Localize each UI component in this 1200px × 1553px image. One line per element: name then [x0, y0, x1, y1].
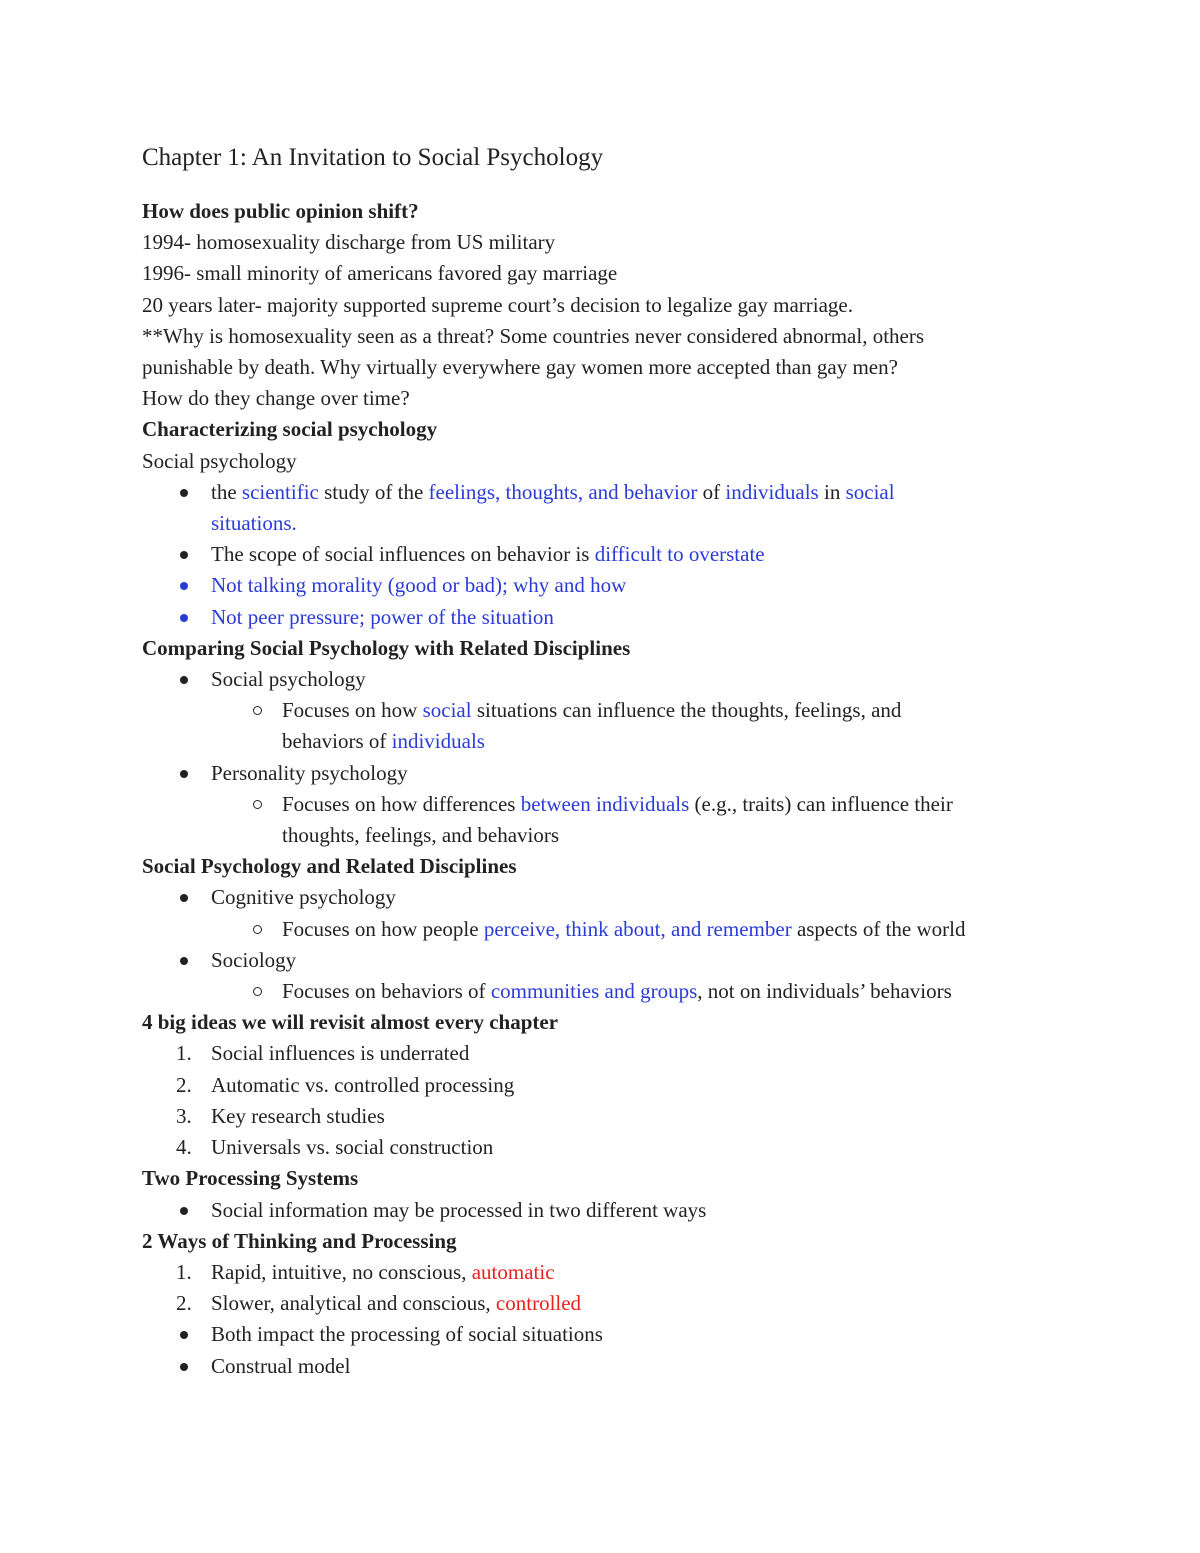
text-run: situations can influence the thoughts, feelings, and — [471, 698, 902, 723]
item-number: 1. — [176, 1041, 192, 1066]
highlighted-text-run: social — [845, 479, 895, 504]
item-number: 2. — [176, 1291, 192, 1316]
bullet-item — [142, 539, 1082, 570]
text-run: Social influences is underrated — [211, 1041, 470, 1066]
text-run: of — [697, 479, 726, 504]
text-run: the — [211, 479, 242, 504]
bullet-dot-icon — [180, 1207, 188, 1215]
highlighted-text-run: feelings, thoughts, and behavior — [428, 479, 698, 504]
bullet-dot-icon — [180, 1331, 188, 1339]
page-title: Chapter 1: An Invitation to Social Psychology — [142, 144, 604, 171]
section-heading: 4 big ideas we will revisit almost every chapter — [142, 1010, 559, 1035]
highlighted-text-run: communities and groups — [490, 979, 698, 1004]
numbered-item — [142, 1288, 1082, 1319]
text-run: Sociology — [211, 947, 297, 972]
text-run: (e.g., traits) can influence their — [689, 791, 953, 816]
bullet-item — [142, 664, 1082, 695]
text-run: The scope of social influences on behavior is — [211, 542, 595, 567]
bullet-item — [142, 758, 1082, 789]
text-run: study of the — [318, 479, 429, 504]
section-heading: Social Psychology and Related Disciplines — [142, 854, 517, 879]
text-run: Cognitive psychology — [211, 885, 396, 910]
text-line: punishable by death. Why virtually everywhere gay women more accepted than gay men? — [142, 355, 898, 380]
text-run: thoughts, feelings, and behaviors — [282, 823, 560, 848]
item-number: 2. — [176, 1072, 192, 1097]
bullet-dot-icon — [180, 1363, 188, 1371]
bullet-list — [142, 477, 1082, 633]
highlighted-text-run: individuals — [725, 479, 819, 504]
numbered-item — [142, 1070, 1082, 1101]
bullet-list — [142, 1319, 1082, 1381]
hollow-circle-icon — [253, 925, 262, 934]
section-heading: 2 Ways of Thinking and Processing — [142, 1228, 457, 1253]
bullet-dot-icon — [180, 551, 188, 559]
text-run: Universals vs. social construction — [211, 1135, 494, 1160]
text-run: Focuses on how people — [282, 916, 484, 941]
sub-bullet-item — [142, 976, 1082, 1007]
item-number: 1. — [176, 1259, 192, 1284]
highlighted-text-run: between individuals — [520, 791, 690, 816]
text-run: Focuses on how differences — [282, 791, 521, 816]
hollow-circle-icon — [253, 800, 262, 809]
text-line: 1996- small minority of americans favored gay marriage — [142, 261, 618, 286]
section-heading: How does public opinion shift? — [142, 199, 419, 223]
bullet-list — [142, 1195, 1082, 1226]
sub-bullet-item — [142, 789, 1082, 851]
bullet-dot-icon — [180, 957, 188, 965]
highlighted-text-run: Not peer pressure; power of the situation — [211, 604, 554, 629]
bullet-item — [142, 882, 1082, 913]
text-line: **Why is homosexuality seen as a threat? Some countries never considered abnormal, others — [142, 323, 925, 348]
section-heading: Two Processing Systems — [142, 1166, 359, 1191]
text-run: Slower, analytical and conscious, — [211, 1291, 496, 1316]
bullet-item — [142, 477, 1082, 539]
highlighted-text-run: Not talking morality (good or bad); why and how — [211, 573, 627, 598]
sub-bullet-item — [142, 914, 1082, 945]
text-run: in — [818, 479, 846, 504]
bullet-item — [142, 602, 1082, 633]
text-line: 20 years later- majority supported supreme court’s decision to legalize gay marriage. — [142, 292, 853, 317]
numbered-list — [142, 1038, 1082, 1163]
highlighted-text-run: perceive, think about, and remember — [483, 916, 792, 941]
bullet-item — [142, 1195, 1082, 1226]
bullet-item — [142, 1319, 1082, 1350]
bullet-dot-icon — [180, 894, 188, 902]
document-body — [142, 196, 1082, 1382]
highlighted-text-run: scientific — [241, 479, 319, 504]
bullet-item — [142, 945, 1082, 976]
section-heading: Characterizing social psychology — [142, 417, 438, 442]
highlighted-text-run: social — [422, 698, 472, 723]
numbered-item — [142, 1101, 1082, 1132]
text-run: Rapid, intuitive, no conscious, — [211, 1259, 472, 1284]
hollow-circle-icon — [253, 706, 262, 715]
text-run: Both impact the processing of social situations — [211, 1322, 603, 1347]
text-line: How do they change over time? — [142, 386, 410, 411]
highlighted-text-run: difficult to overstate — [594, 542, 765, 567]
intro-line: Social psychology — [142, 448, 297, 473]
text-run: behaviors of — [282, 729, 392, 754]
bullet-dot-icon — [180, 676, 188, 684]
sub-bullet-item — [142, 695, 1082, 757]
highlighted-text-run: controlled — [495, 1291, 582, 1316]
highlighted-text-run: automatic — [471, 1259, 555, 1284]
bullet-list — [142, 882, 1082, 1007]
text-run: Focuses on how — [282, 698, 423, 723]
bullet-dot-icon — [180, 582, 188, 590]
text-run: Social psychology — [211, 667, 366, 692]
text-run: Construal model — [211, 1353, 351, 1378]
bullet-item — [142, 1351, 1082, 1382]
highlighted-text-run: individuals — [391, 729, 485, 754]
numbered-item — [142, 1038, 1082, 1069]
bullet-list — [142, 664, 1082, 851]
document-page — [142, 138, 1082, 1382]
bullet-dot-icon — [180, 489, 188, 497]
section-heading: Comparing Social Psychology with Related Disciplines — [142, 635, 631, 660]
hollow-circle-icon — [253, 987, 262, 996]
text-run: Social information may be processed in two different ways — [211, 1197, 707, 1222]
item-number: 4. — [176, 1135, 192, 1160]
numbered-list — [142, 1257, 1082, 1319]
text-run: Automatic vs. controlled processing — [211, 1072, 515, 1097]
text-run: aspects of the world — [791, 916, 966, 941]
highlighted-text-run: situations. — [211, 511, 297, 536]
bullet-item — [142, 570, 1082, 601]
bullet-dot-icon — [180, 770, 188, 778]
bullet-dot-icon — [180, 614, 188, 622]
numbered-item — [142, 1132, 1082, 1163]
item-number: 3. — [176, 1103, 192, 1128]
text-run: Personality psychology — [211, 760, 408, 785]
numbered-item — [142, 1257, 1082, 1288]
text-line: 1994- homosexuality discharge from US military — [142, 230, 556, 255]
text-run: Key research studies — [211, 1103, 385, 1128]
text-run: , not on individuals’ behaviors — [697, 979, 952, 1004]
text-run: Focuses on behaviors of — [282, 979, 491, 1004]
